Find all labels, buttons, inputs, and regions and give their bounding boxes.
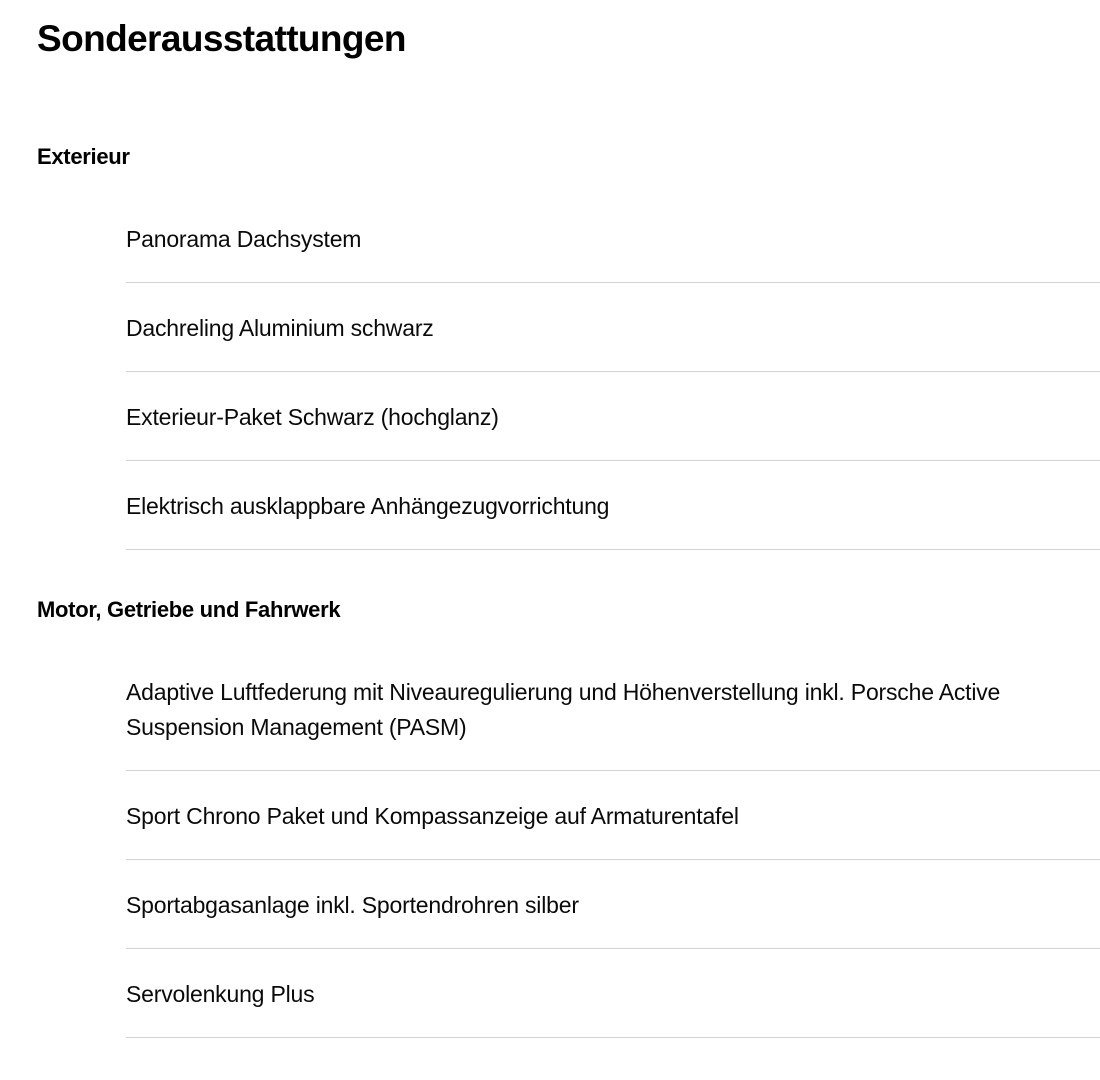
option-label: Dachreling Aluminium schwarz bbox=[126, 315, 434, 341]
option-label: Panorama Dachsystem bbox=[126, 226, 362, 252]
list-item bbox=[126, 283, 1100, 372]
option-label: Sport Chrono Paket und Kompassanzeige auf Armaturentafel bbox=[126, 803, 739, 829]
option-list-powertrain bbox=[126, 647, 1100, 1038]
page-title: Sonderausstattungen bbox=[37, 18, 406, 59]
option-label: Exterieur-Paket Schwarz (hochglanz) bbox=[126, 404, 499, 430]
option-label: Adaptive Luftfederung mit Niveauregulierung und Höhenverstellung inkl. Porsche Active Suspension Management (PASM) bbox=[126, 679, 1001, 740]
list-item bbox=[126, 372, 1100, 461]
section-heading-powertrain: Motor, Getriebe und Fahrwerk bbox=[37, 597, 341, 622]
option-list-exterior bbox=[126, 194, 1100, 550]
list-item bbox=[126, 647, 1100, 771]
option-label: Sportabgasanlage inkl. Sportendrohren silber bbox=[126, 892, 579, 918]
list-item bbox=[126, 771, 1100, 860]
section-heading-exterior: Exterieur bbox=[37, 144, 130, 169]
option-label: Elektrisch ausklappbare Anhängezugvorrichtung bbox=[126, 493, 610, 519]
list-item bbox=[126, 949, 1100, 1038]
list-item bbox=[126, 860, 1100, 949]
list-item bbox=[126, 194, 1100, 283]
list-item bbox=[126, 461, 1100, 550]
option-label: Servolenkung Plus bbox=[126, 981, 315, 1007]
